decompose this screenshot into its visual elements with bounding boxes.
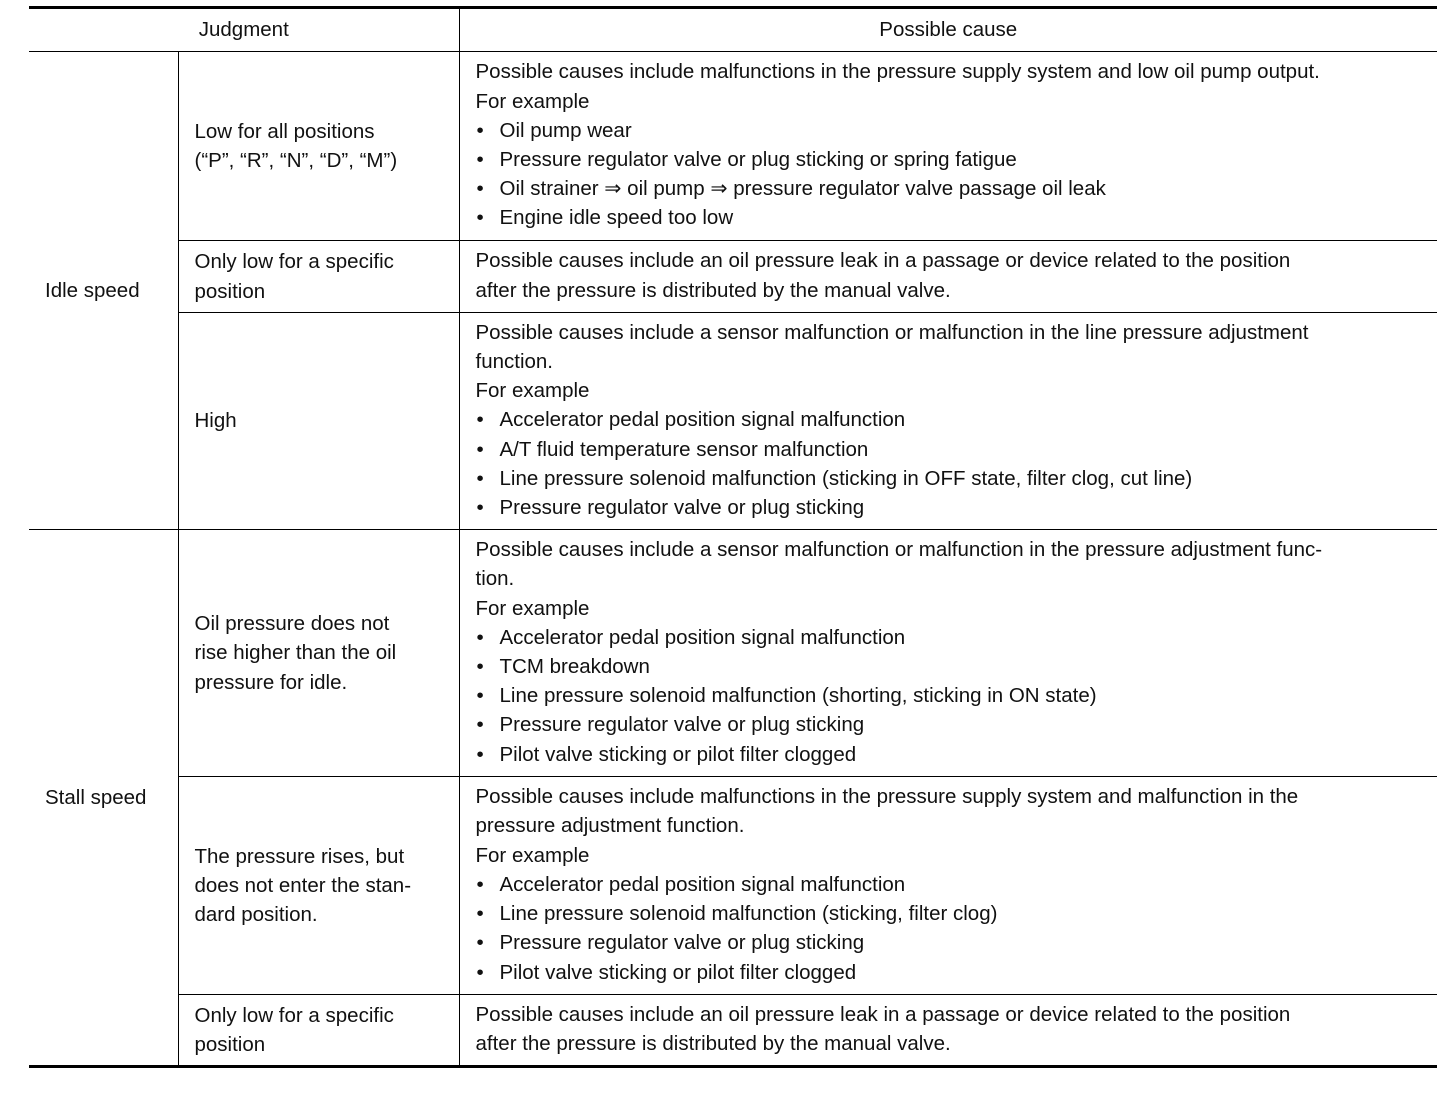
judgment-cell: Only low for a specific position: [178, 995, 459, 1067]
cause-text: function.: [475, 349, 553, 373]
cause-list: [476, 405, 1432, 522]
oil-pressure-diagnosis-table: [29, 6, 1437, 1068]
judgment-cell: The pressure rises, but does not enter the stan- dard position.: [178, 777, 459, 995]
cause-text: Possible causes include a sensor malfunction or malfunction in the pressure adjustment func-: [475, 538, 1323, 562]
cause-text: Possible causes include a sensor malfunction or malfunction in the line pressure adjustment: [475, 320, 1309, 344]
list-item: • Pressure regulator valve or plug sticking: [476, 493, 1432, 522]
table-row: [29, 241, 1437, 313]
cause-text: Possible causes include an oil pressure leak in a passage or device related to the position: [475, 1002, 1291, 1026]
group-idle-speed: Idle speed: [29, 52, 178, 530]
example-label: For example: [475, 843, 590, 867]
list-item: • Oil pump wear: [476, 116, 1432, 145]
list-item: • Pilot valve sticking or pilot filter clogged: [476, 958, 1432, 987]
cause-cell: [459, 777, 1437, 995]
list-item: • Accelerator pedal position signal malfunction: [476, 405, 1432, 434]
possible-cause-header: Possible cause: [459, 8, 1437, 52]
cause-list: [476, 870, 1432, 987]
list-item: • Pilot valve sticking or pilot filter clogged: [476, 740, 1432, 769]
table-header-row: [29, 8, 1437, 52]
cause-cell: [459, 313, 1437, 530]
cause-cell: [459, 241, 1437, 313]
table-row: [29, 995, 1437, 1067]
cause-cell: [459, 52, 1437, 241]
cause-text: Possible causes include malfunctions in the pressure supply system and malfunction in the: [475, 785, 1299, 809]
table-row: [29, 313, 1437, 530]
cause-text: pressure adjustment function.: [475, 814, 745, 838]
list-item: • Pressure regulator valve or plug sticking or spring fatigue: [476, 145, 1432, 174]
list-item: • Pressure regulator valve or plug sticking: [476, 928, 1432, 957]
list-item: • Accelerator pedal position signal malfunction: [476, 623, 1432, 652]
judgment-cell: Low for all positions (“P”, “R”, “N”, “D”, “M”): [178, 52, 459, 241]
group-stall-speed: Stall speed: [29, 530, 178, 1067]
list-item: • Line pressure solenoid malfunction (shorting, sticking in ON state): [476, 681, 1432, 710]
judgment-header: Judgment: [29, 8, 459, 52]
list-item: • Line pressure solenoid malfunction (sticking, filter clog): [476, 899, 1432, 928]
cause-text: Possible causes include malfunctions in the pressure supply system and low oil pump output.: [475, 60, 1320, 84]
list-item: • Engine idle speed too low: [476, 203, 1432, 232]
cause-cell: [459, 995, 1437, 1067]
list-item: • A/T fluid temperature sensor malfunction: [476, 435, 1432, 464]
cause-list: [476, 623, 1432, 769]
cause-text: tion.: [475, 567, 515, 591]
diagnosis-table-container: [29, 6, 1437, 1068]
cause-text: Possible causes include an oil pressure leak in a passage or device related to the position: [475, 249, 1291, 273]
cause-text: after the pressure is distributed by the manual valve.: [475, 278, 951, 302]
list-item: • Oil strainer ⇒ oil pump ⇒ pressure regulator valve passage oil leak: [476, 174, 1432, 203]
list-item: • Accelerator pedal position signal malfunction: [476, 870, 1432, 899]
table-row: [29, 777, 1437, 995]
judgment-cell: Oil pressure does not rise higher than the oil pressure for idle.: [178, 530, 459, 777]
example-label: For example: [475, 379, 590, 403]
judgment-cell: High: [178, 313, 459, 530]
list-item: • Pressure regulator valve or plug sticking: [476, 710, 1432, 739]
table-row: [29, 530, 1437, 777]
list-item: • TCM breakdown: [476, 652, 1432, 681]
judgment-cell: Only low for a specific position: [178, 241, 459, 313]
cause-list: [476, 116, 1432, 233]
example-label: For example: [475, 89, 590, 113]
cause-cell: [459, 530, 1437, 777]
example-label: For example: [475, 596, 590, 620]
list-item: • Line pressure solenoid malfunction (sticking in OFF state, filter clog, cut line): [476, 464, 1432, 493]
cause-text: after the pressure is distributed by the manual valve.: [475, 1032, 951, 1055]
table-row: [29, 52, 1437, 241]
